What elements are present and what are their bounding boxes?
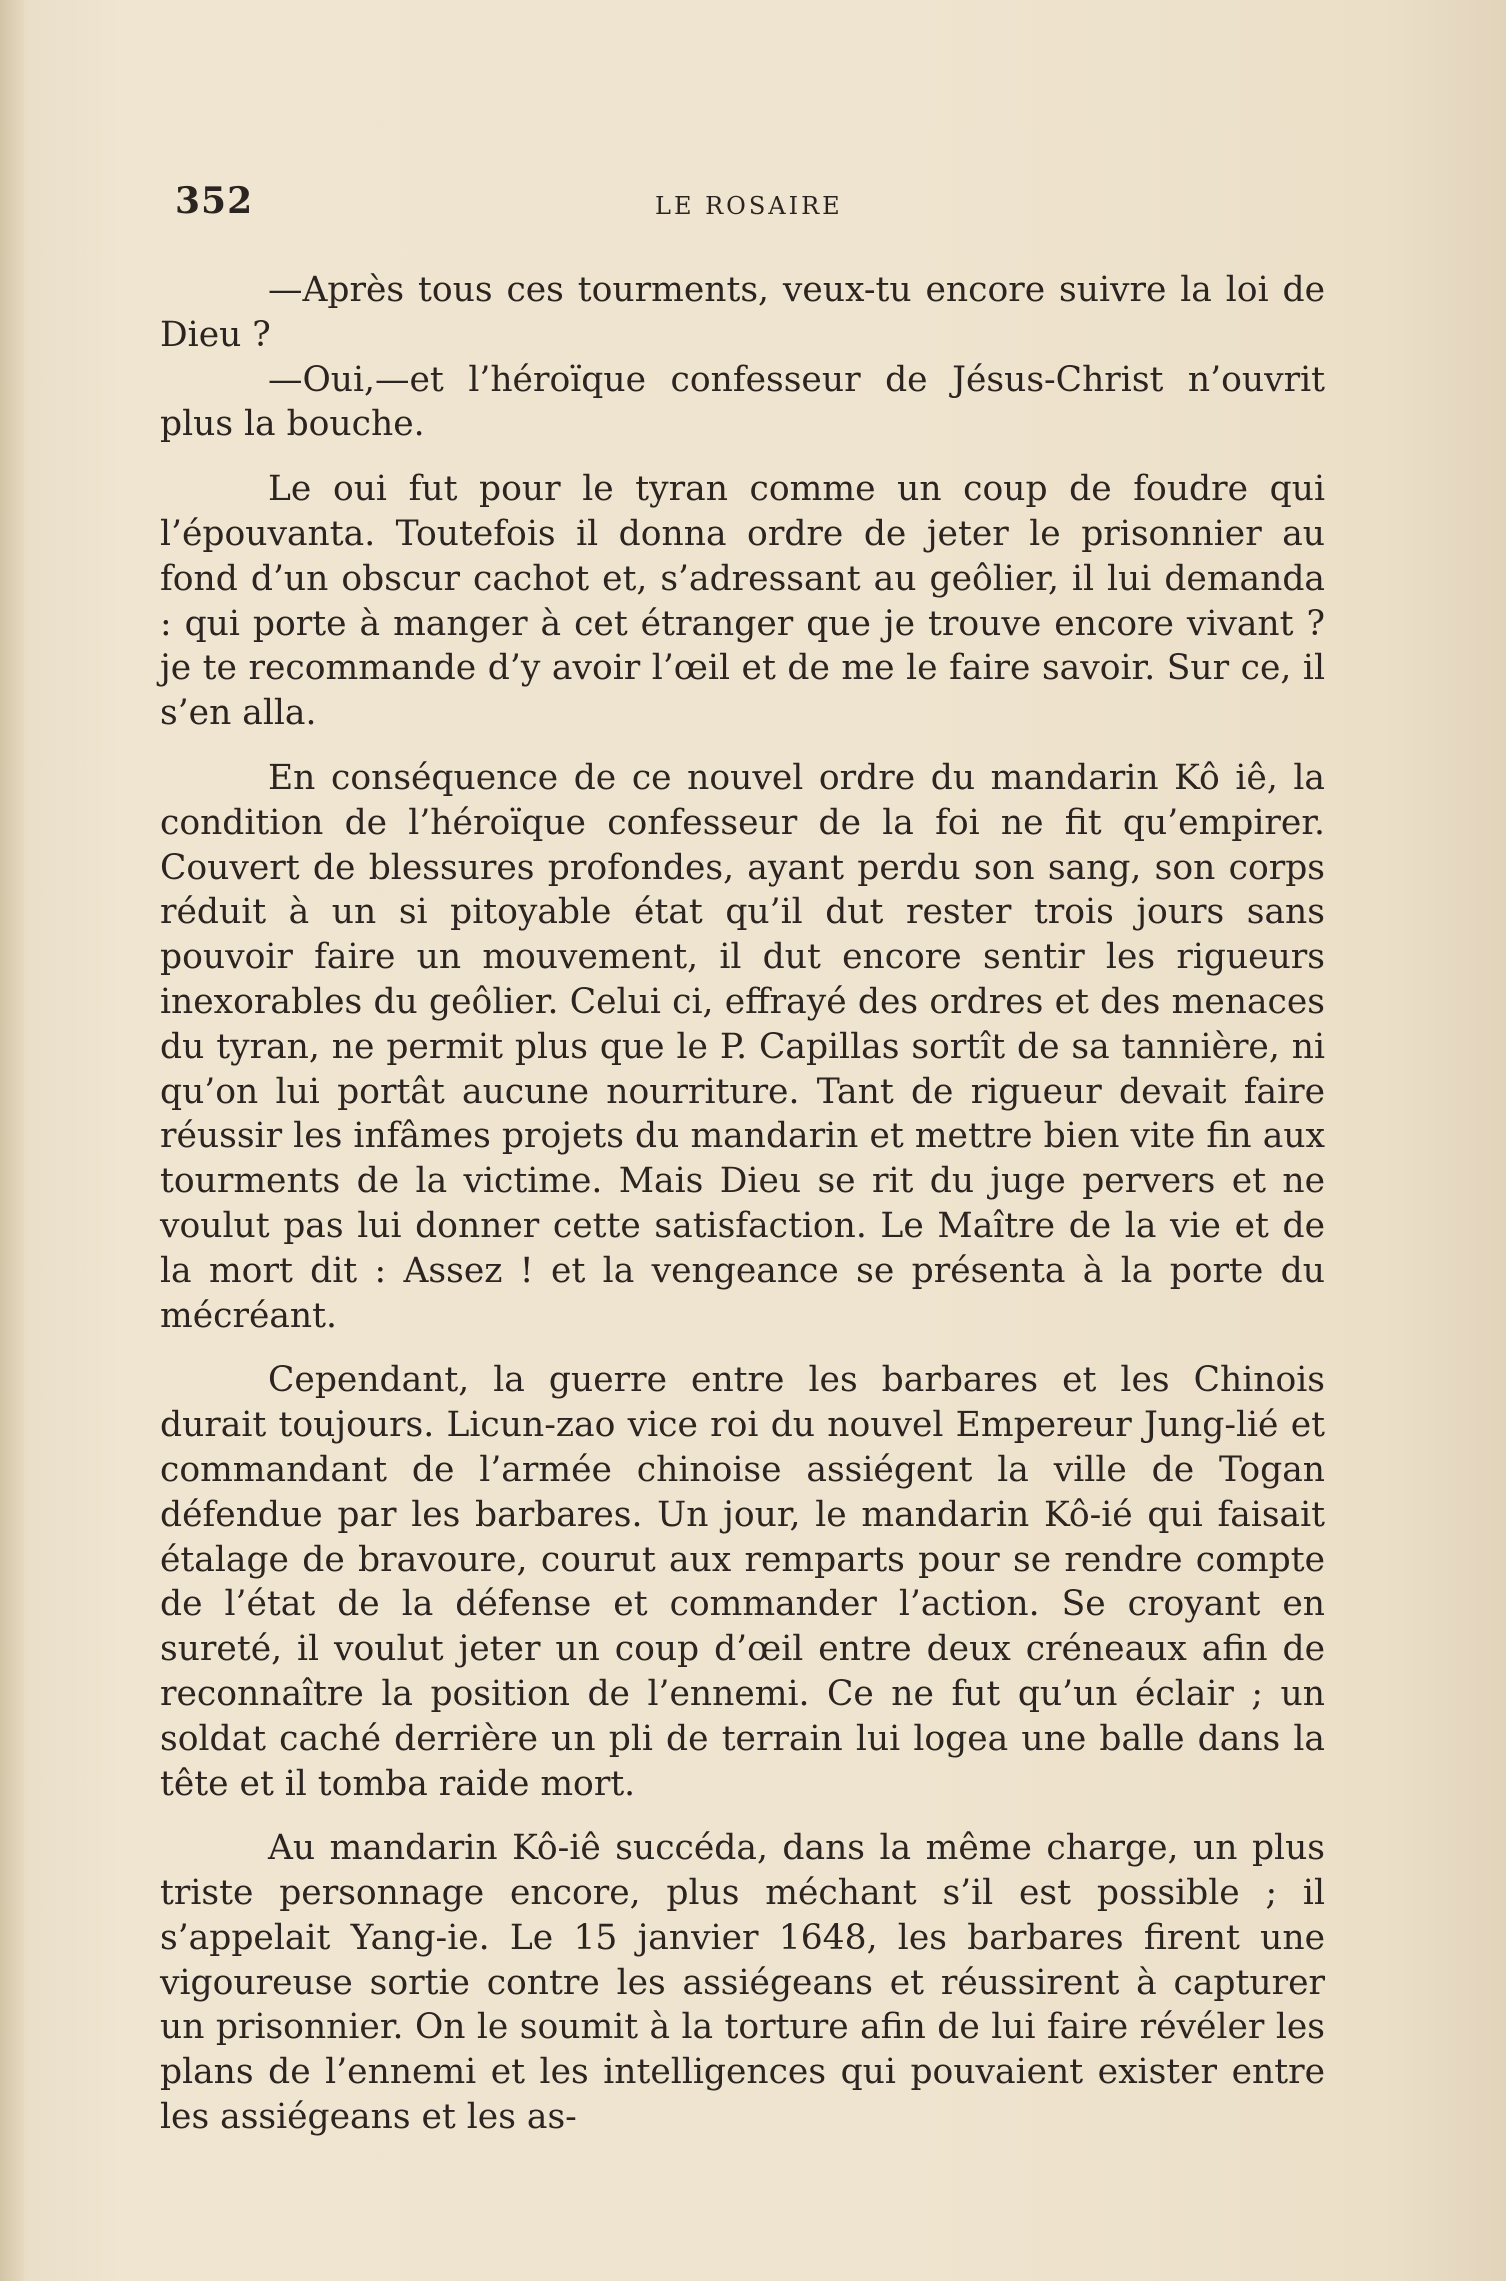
running-title: LE ROSAIRE xyxy=(655,192,843,220)
paragraph: Au mandarin Kô-iê succéda, dans la même charge, un plus triste personnage encore, plus méchant s’il est possible ; il s’appelait Yang-ie. Le 15 janvier 1648, les barbares firent une vigoureuse sortie contre les assiégeans et réussirent à capturer un prisonnier. On le soumit à la torture afin de lui faire révéler les plans de l’ennemi et les intelligences qui pouvaient exister entre les assiégeans et les as- xyxy=(160,1828,1325,2138)
paragraph: En conséquence de ce nouvel ordre du mandarin Kô iê, la condition de l’héroïque confesseur de la foi ne fit qu’empirer. Couvert de blessures profondes, ayant perdu son sang, son corps réduit à un si pitoyable état qu’il dut rester trois jours sans pouvoir faire un mouvement, il dut encore sentir les rigueurs inexorables du geôlier. Celui ci, effrayé des ordres et des menaces du tyran, ne permit plus que le P. Capillas sortît de sa tannière, ni qu’on lui portât aucune nourriture. Tant de rigueur devait faire réussir les infâmes projets du mandarin et mettre bien vite fin aux tourments de la victime. Mais Dieu se rit du juge pervers et ne voulut pas lui donner cette satisfaction. Le Maître de la vie et de la mort dit : Assez ! et la vengeance se présenta à la porte du mécréant. xyxy=(160,757,1325,1336)
binding-edge xyxy=(0,0,24,2281)
page-number: 352 xyxy=(175,180,254,222)
page-header xyxy=(175,180,1315,230)
text-body xyxy=(160,268,1325,2140)
paragraph: —Oui,—et l’héroïque confesseur de Jésus-Christ n’ouvrit plus la bouche. xyxy=(160,359,1325,445)
paragraph: Le oui fut pour le tyran comme un coup de foudre qui l’épouvanta. Toutefois il donna ordre de jeter le prisonnier au fond d’un obscur cachot et, s’adressant au geôlier, il lui demanda : qui porte à manger à cet étranger que je trouve encore vivant ? je te recommande d’y avoir l’œil et de me le faire savoir. Sur ce, il s’en alla. xyxy=(160,469,1325,734)
paragraph: Cependant, la guerre entre les barbares et les Chinois durait toujours. Licun-zao vice roi du nouvel Empereur Jung-lié et commandant de l’armée chinoise assiégent la ville de Togan défendue par les barbares. Un jour, le mandarin Kô-ié qui faisait étalage de bravoure, courut aux remparts pour se rendre compte de l’état de la défense et commander l’action. Se croyant en sureté, il voulut jeter un coup d’œil entre deux créneaux afin de reconnaître la position de l’ennemi. Ce ne fut qu’un éclair ; un soldat caché derrière un pli de terrain lui logea une balle dans la tête et il tomba raide mort. xyxy=(160,1360,1325,1804)
paragraph: —Après tous ces tourments, veux-tu encore suivre la loi de Dieu ? xyxy=(160,270,1325,355)
